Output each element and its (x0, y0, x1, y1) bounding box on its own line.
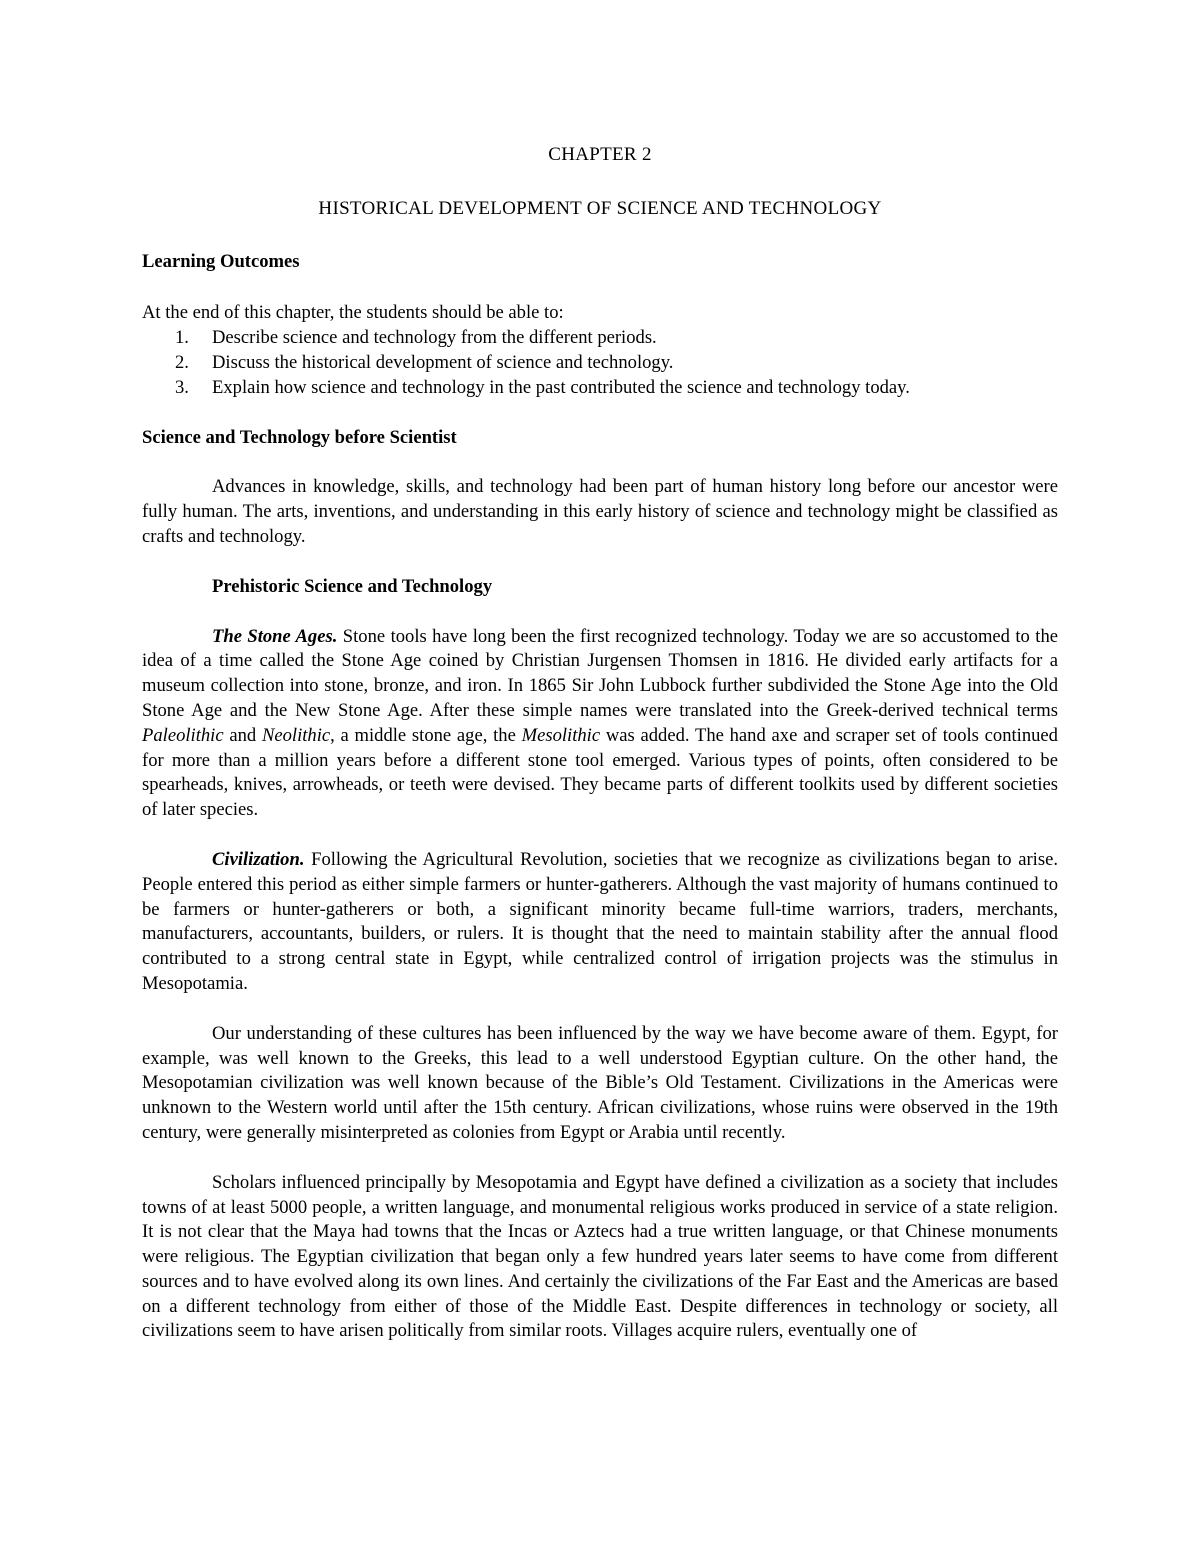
chapter-title: HISTORICAL DEVELOPMENT OF SCIENCE AND TECHNOLOGY (318, 197, 882, 219)
list-item-number: 1. (175, 327, 189, 349)
learning-outcomes-list (142, 326, 1058, 400)
civilization-paragraph (142, 848, 1058, 997)
list-item (142, 326, 1058, 351)
paragraph-text: Stone tools have long been the first recognized technology. Today we are so accustomed to the idea of a time called the Stone Age coined by Christian Jurgensen Thomsen in 1816. He divided early artifacts for a museum collection into stone, bronze, and iron. In 1865 Sir John Lubbock further subdivided the Stone Age into the Old Stone Age and the New Stone Age. After these simple names were translated into the Greek-derived technical terms (142, 625, 1058, 721)
paragraph-text: and (223, 724, 262, 746)
paragraph-text: Following the Agricultural Revolution, societies that we recognize as civilizations began to arise. People entered this period as either simple farmers or hunter-gatherers. Although the vast majority of humans continued to be farmers or hunter-gatherers or both, a significant minority became full-time warriors, traders, merchants, manufacturers, accountants, builders, or rulers. It is thought that the need to maintain stability after the annual flood contributed to a strong central state in Egypt, while centralized control of irrigation projects was the stimulus in Mesopotamia. (142, 848, 1058, 994)
scholars-paragraph: Scholars influenced principally by Mesopotamia and Egypt have defined a civilization as a society that includes towns of at least 5000 people, a written language, and monumental religious works produced in service of a state religion. It is not clear that the Maya had towns that the Incas or Aztecs had a true written language, or that Chinese monuments were religious. The Egyptian civilization that began only a few hundred years later seems to have come from different sources and to have evolved along its own lines. And certainly the civilizations of the Far East and the Americas are based on a different technology from either of those of the Middle East. Despite differences in technology or society, all civilizations seem to have arisen politically from similar roots. Villages acquire rulers, eventually one of (142, 1171, 1058, 1342)
stone-ages-lead: The Stone Ages. (212, 625, 338, 647)
list-item (142, 376, 1058, 401)
subsection-heading: Prehistoric Science and Technology (212, 575, 493, 597)
term-paleolithic: Paleolithic (142, 724, 224, 746)
section-heading: Science and Technology before Scientist (142, 426, 457, 448)
list-item (142, 351, 1058, 376)
list-item-text: Describe science and technology from the different periods. (212, 327, 657, 349)
chapter-label: CHAPTER 2 (548, 144, 652, 165)
list-item-number: 2. (175, 351, 189, 373)
list-item-number: 3. (175, 376, 189, 398)
learning-outcomes-heading: Learning Outcomes (142, 250, 300, 272)
list-item-text: Explain how science and technology in the past contributed the science and technology today. (212, 376, 910, 398)
paragraph-text: was added. The hand axe and scraper set of tools continued for more than a million years before a different stone tool emerged. Various types of points, often considered to be spearheads, knives, arrowheads, or teeth were devised. They became parts of different toolkits used by different societies of later species. (142, 724, 1058, 821)
understanding-paragraph: Our understanding of these cultures has been influenced by the way we have become aware of them. Egypt, for example, was well known to the Greeks, this lead to a well understood Egyptian culture. On the other hand, the Mesopotamian civilization was well known because of the Bible’s Old Testament. Civilizations in the Americas were unknown to the Western world until after the 15th century. African civilizations, whose ruins were observed in the 19th century, were generally misinterpreted as colonies from Egypt or Arabia until recently. (142, 1022, 1058, 1143)
paragraph-text: , a middle stone age, the (330, 724, 522, 746)
document-page (142, 143, 1058, 1344)
learning-outcomes-intro: At the end of this chapter, the students should be able to: (142, 302, 564, 324)
civilization-lead: Civilization. (212, 848, 305, 870)
term-neolithic: Neolithic (261, 724, 331, 746)
section-paragraph: Advances in knowledge, skills, and technology had been part of human history long before our ancestor were fully human. The arts, inventions, and understanding in this early history of science and technology might be classified as crafts and technology. (142, 476, 1058, 547)
term-mesolithic: Mesolithic (521, 724, 601, 746)
list-item-text: Discuss the historical development of science and technology. (212, 351, 674, 373)
stone-ages-paragraph (142, 625, 1058, 823)
